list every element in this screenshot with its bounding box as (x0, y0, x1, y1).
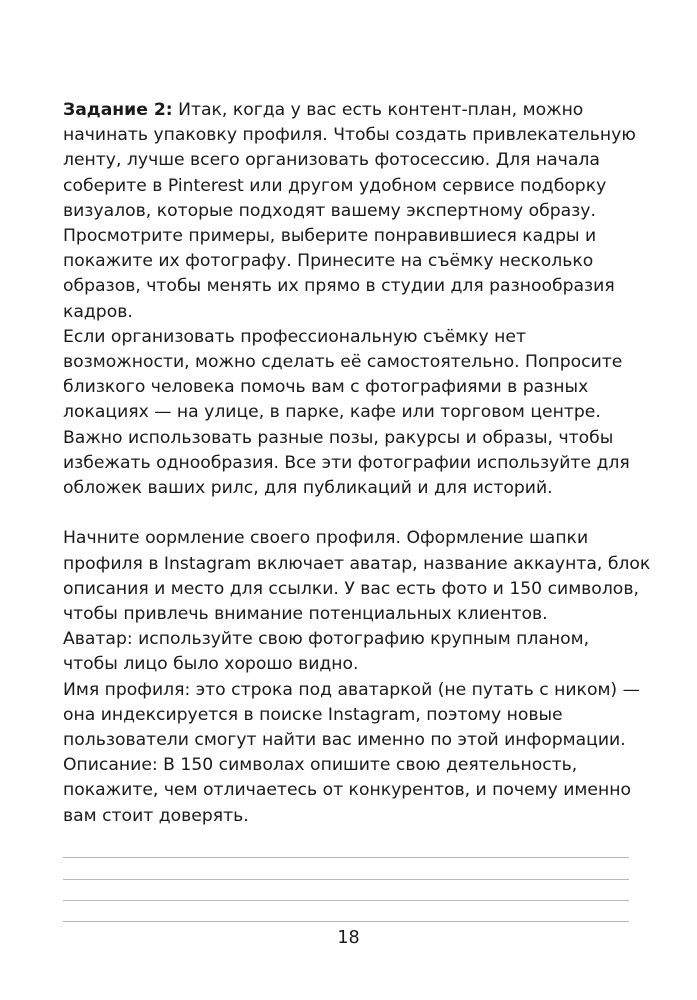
profile-line-4: чтобы привлечь внимание потенциальных клиентов. (63, 604, 548, 625)
notes-rule-line (63, 900, 629, 901)
task-first-line (63, 98, 663, 123)
profile-line-10: Описание: В 150 символах опишите свою деятельность, (63, 755, 578, 776)
profile-line-7: Имя профиля: это строка под аватаркой (не путать с ником) — (63, 679, 640, 700)
task-line-9: кадров. (63, 301, 133, 322)
profile-line-8: она индексируется в поиске Instagram, поэтому новые (63, 704, 563, 725)
task-line-14: Важно использовать разные позы, ракурсы и образы, чтобы (63, 427, 614, 448)
task-line-16: обложек ваших рилс, для публикаций и для историй. (63, 478, 553, 499)
task-line-10: Если организовать профессиональную съёмку нет (63, 326, 526, 347)
task-line-1: Итак, когда у вас есть контент-план, можно (172, 100, 584, 120)
body-text (63, 98, 663, 829)
profile-line-11: покажите, чем отличаетесь от конкурентов, и почему именно (63, 780, 631, 801)
task-line-12: близкого человека помочь вам с фотографиями в разных (63, 377, 589, 398)
task-line-7: покажите их фотографу. Принесите на съёмку несколько (63, 251, 594, 272)
task-line-4: соберите в Pinterest или другом удобном сервисе подборку (63, 175, 607, 196)
notes-rule-line (63, 921, 629, 922)
paragraph-gap (63, 501, 663, 526)
task-line-13: локациях — на улице, в парке, кафе или торговом центре. (63, 402, 601, 423)
task-line-11: возможности, можно сделать её самостоятельно. Попросите (63, 352, 623, 373)
profile-line-9: пользователи смогут найти вас именно по этой информации. (63, 730, 626, 751)
page-number: 18 (337, 928, 360, 948)
task-line-8: образов, чтобы менять их прямо в студии для разнообразия (63, 276, 615, 297)
profile-line-2: профиля в Instagram включает аватар, название аккаунта, блок (63, 553, 651, 574)
notes-rule-line (63, 857, 629, 858)
task-label: Задание 2: (63, 100, 173, 120)
profile-line-3: описания и место для ссылки. У вас есть фото и 150 символов, (63, 578, 639, 599)
profile-line-5: Аватар: используйте свою фотографию крупным планом, (63, 629, 590, 650)
notes-rule-line (63, 879, 629, 880)
task-line-6: Просмотрите примеры, выберите понравившиеся кадры и (63, 226, 597, 247)
profile-line-12: вам стоит доверять. (63, 805, 249, 826)
profile-line-6: чтобы лицо было хорошо видно. (63, 654, 359, 675)
profile-line-1: Начните оормление своего профиля. Оформление шапки (63, 528, 589, 549)
task-line-5: визуалов, которые подходят вашему экспертному образу. (63, 200, 596, 221)
task-line-2: начинать упаковку профиля. Чтобы создать привлекательную (63, 125, 636, 146)
task-line-15: избежать однообразия. Все эти фотографии используйте для (63, 452, 630, 473)
task-line-3: ленту, лучше всего организовать фотосессию. Для начала (63, 150, 600, 171)
